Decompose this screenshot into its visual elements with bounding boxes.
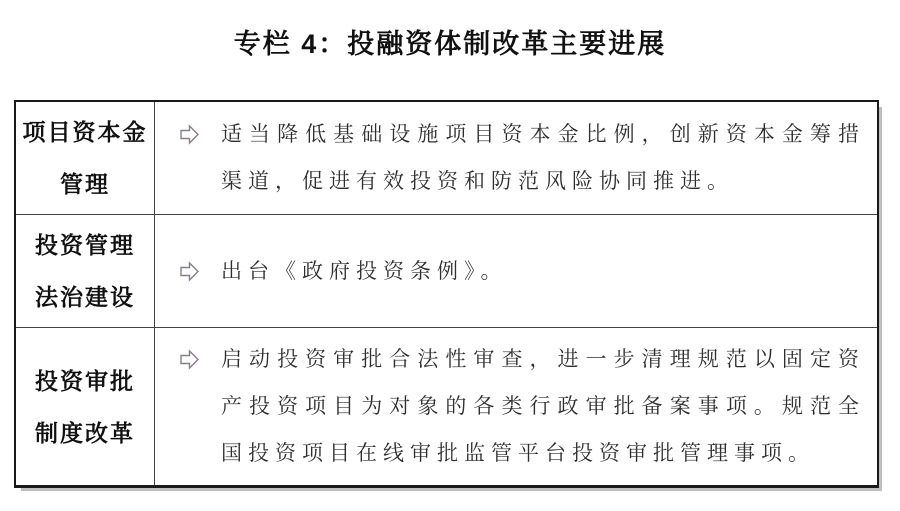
row-content (155, 215, 877, 327)
right-arrow-icon (179, 111, 200, 158)
row-label (16, 215, 155, 327)
row-label (16, 328, 155, 485)
reform-progress-table (14, 100, 879, 488)
row-label-line: 管理 (60, 171, 110, 197)
row-label-line: 制度改革 (35, 419, 135, 446)
row-label (16, 102, 155, 214)
row-content-text: 适当降低基础设施项目资本金比例，创新资本金筹措渠道，促进有效投资和防范风险协同推进。 (221, 122, 865, 193)
table-row (16, 102, 877, 215)
right-arrow-icon (179, 248, 200, 295)
row-content (155, 328, 877, 485)
row-content-text: 出台《政府投资条例》。 (221, 258, 508, 283)
right-arrow-icon (179, 336, 200, 383)
row-content (155, 102, 877, 214)
row-label-line: 法治建设 (35, 284, 135, 310)
row-label-line: 投资审批 (35, 367, 135, 394)
row-content-text: 启动投资审批合法性审查，进一步清理规范以固定资产投资项目为对象的各类行政审批备案事项。规范全国投资项目在线审批监管平台投资审批管理事项。 (221, 347, 865, 465)
page-title: 专栏 4：投融资体制改革主要进展 (233, 29, 667, 59)
table-row (16, 328, 877, 485)
table-row (16, 215, 877, 328)
row-label-line: 项目资本金 (22, 119, 148, 145)
row-label-line: 投资管理 (35, 232, 135, 258)
